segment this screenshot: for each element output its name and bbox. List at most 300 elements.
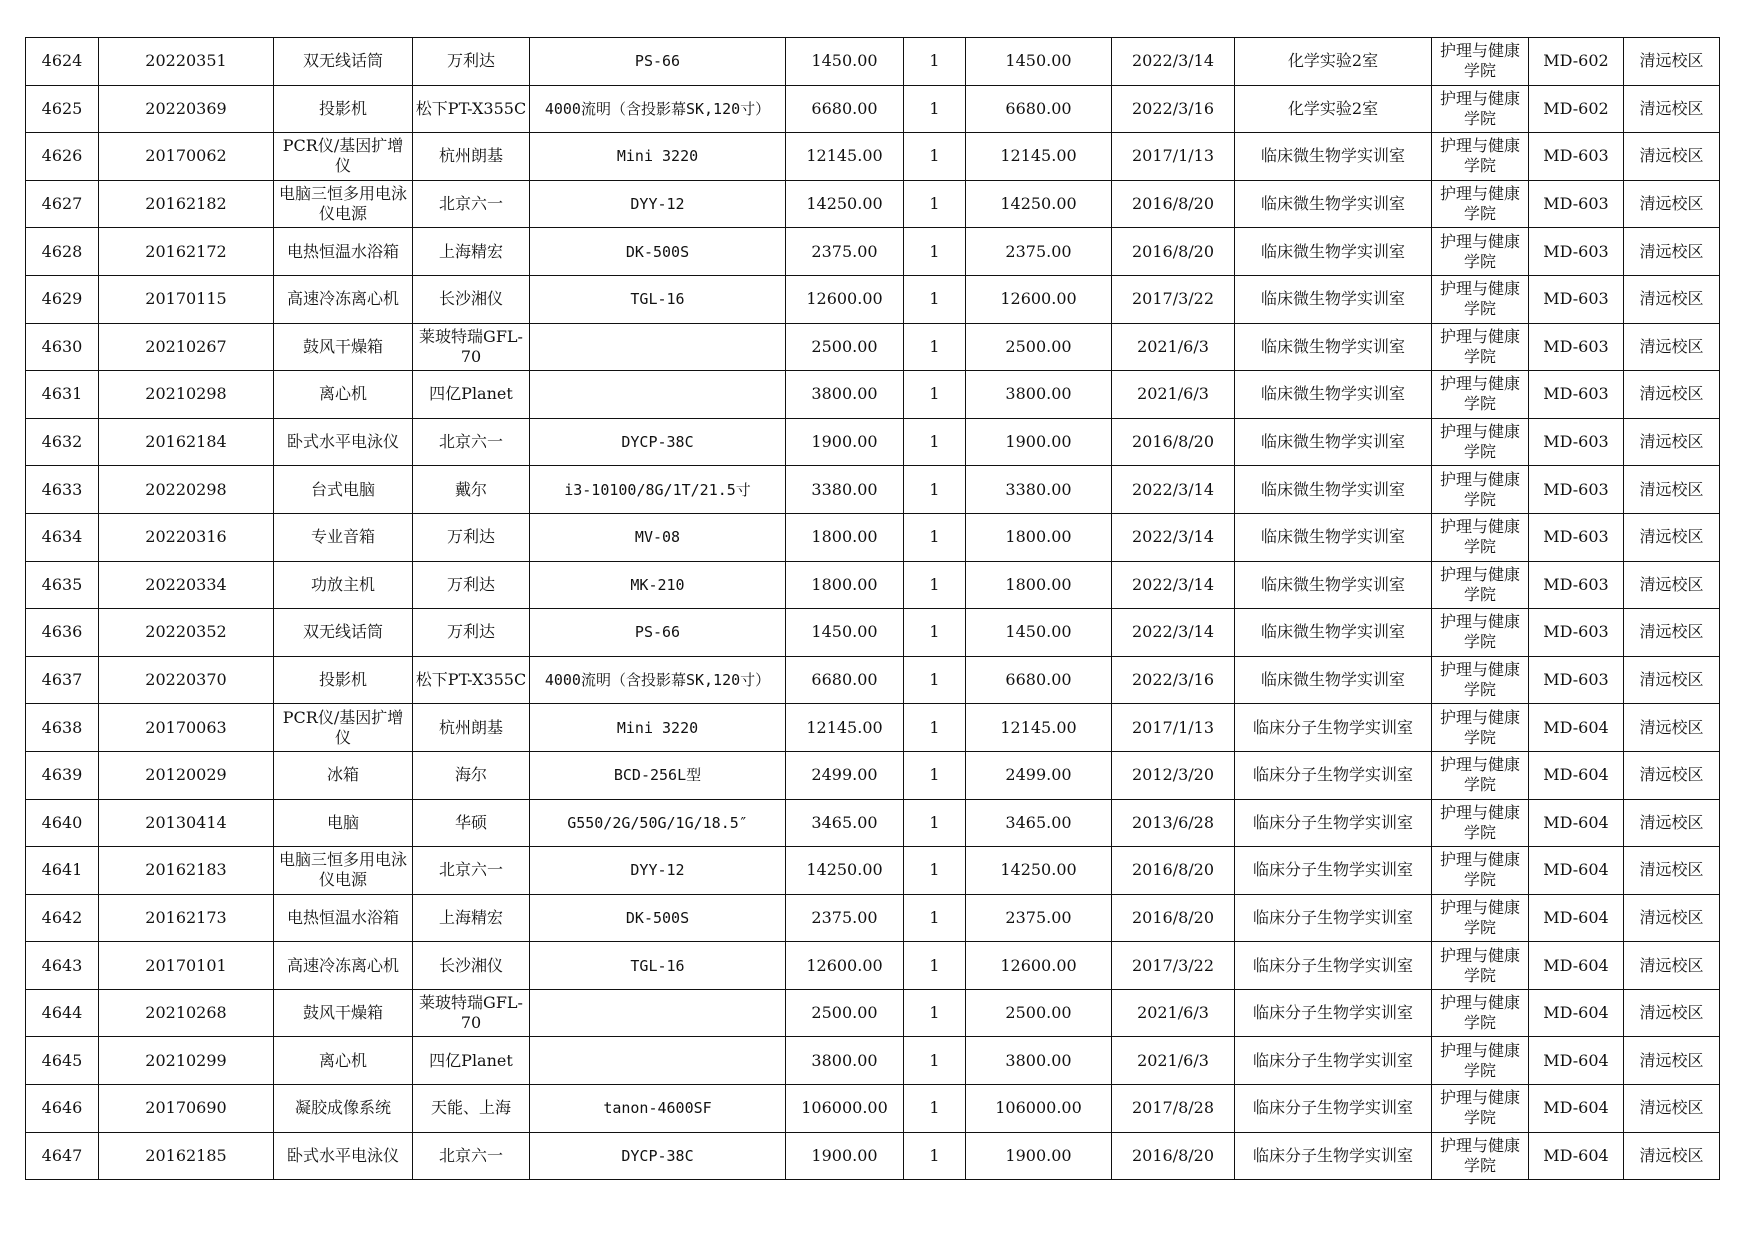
campus-cell: 清远校区 <box>1624 751 1720 799</box>
equipment-name-cell: 卧式水平电泳仪 <box>274 1132 413 1180</box>
brand-cell: 戴尔 <box>413 466 530 514</box>
unit-price-cell: 3800.00 <box>786 371 904 419</box>
room-cell: 临床微生物学实训室 <box>1235 133 1432 181</box>
row-number-cell: 4632 <box>26 418 99 466</box>
row-number-cell: 4625 <box>26 85 99 133</box>
room-cell: 临床微生物学实训室 <box>1235 228 1432 276</box>
equipment-name-cell: 高速冷冻离心机 <box>274 942 413 990</box>
campus-cell: 清远校区 <box>1624 38 1720 86</box>
purchase-date-cell: 2021/6/3 <box>1112 989 1235 1037</box>
campus-cell: 清远校区 <box>1624 1037 1720 1085</box>
model-spec-cell: 4000流明（含投影幕SK,120寸） <box>530 656 786 704</box>
campus-cell: 清远校区 <box>1624 989 1720 1037</box>
campus-cell: 清远校区 <box>1624 228 1720 276</box>
total-price-cell: 6680.00 <box>966 656 1112 704</box>
purchase-date-cell: 2016/8/20 <box>1112 1132 1235 1180</box>
model-spec-cell: MV-08 <box>530 513 786 561</box>
total-price-cell: 3800.00 <box>966 371 1112 419</box>
brand-cell: 万利达 <box>413 609 530 657</box>
department-cell: 护理与健康学院 <box>1432 1132 1529 1180</box>
department-cell: 护理与健康学院 <box>1432 704 1529 752</box>
brand-cell: 万利达 <box>413 561 530 609</box>
room-cell: 临床分子生物学实训室 <box>1235 989 1432 1037</box>
row-number-cell: 4646 <box>26 1085 99 1133</box>
room-code-cell: MD-603 <box>1529 466 1624 514</box>
campus-cell: 清远校区 <box>1624 371 1720 419</box>
model-spec-cell: G550/2G/50G/1G/18.5″ <box>530 799 786 847</box>
total-price-cell: 12600.00 <box>966 942 1112 990</box>
row-number-cell: 4642 <box>26 894 99 942</box>
campus-cell: 清远校区 <box>1624 656 1720 704</box>
model-spec-cell: DYCP-38C <box>530 418 786 466</box>
room-code-cell: MD-603 <box>1529 133 1624 181</box>
asset-id-cell: 20162182 <box>99 180 274 228</box>
quantity-cell: 1 <box>904 656 966 704</box>
total-price-cell: 12600.00 <box>966 275 1112 323</box>
purchase-date-cell: 2022/3/14 <box>1112 38 1235 86</box>
unit-price-cell: 2500.00 <box>786 989 904 1037</box>
department-cell: 护理与健康学院 <box>1432 561 1529 609</box>
quantity-cell: 1 <box>904 989 966 1037</box>
row-number-cell: 4634 <box>26 513 99 561</box>
brand-cell: 万利达 <box>413 513 530 561</box>
unit-price-cell: 1450.00 <box>786 38 904 86</box>
department-cell: 护理与健康学院 <box>1432 513 1529 561</box>
department-cell: 护理与健康学院 <box>1432 751 1529 799</box>
equipment-name-cell: 冰箱 <box>274 751 413 799</box>
department-cell: 护理与健康学院 <box>1432 228 1529 276</box>
row-number-cell: 4645 <box>26 1037 99 1085</box>
room-code-cell: MD-604 <box>1529 704 1624 752</box>
equipment-name-cell: 台式电脑 <box>274 466 413 514</box>
brand-cell: 北京六一 <box>413 180 530 228</box>
asset-id-cell: 20120029 <box>99 751 274 799</box>
asset-id-cell: 20220351 <box>99 38 274 86</box>
brand-cell: 杭州朗基 <box>413 704 530 752</box>
department-cell: 护理与健康学院 <box>1432 38 1529 86</box>
unit-price-cell: 106000.00 <box>786 1085 904 1133</box>
unit-price-cell: 14250.00 <box>786 847 904 895</box>
department-cell: 护理与健康学院 <box>1432 133 1529 181</box>
campus-cell: 清远校区 <box>1624 894 1720 942</box>
unit-price-cell: 2500.00 <box>786 323 904 371</box>
equipment-name-cell: 电热恒温水浴箱 <box>274 228 413 276</box>
purchase-date-cell: 2022/3/16 <box>1112 85 1235 133</box>
room-cell: 临床分子生物学实训室 <box>1235 704 1432 752</box>
asset-id-cell: 20220352 <box>99 609 274 657</box>
quantity-cell: 1 <box>904 275 966 323</box>
model-spec-cell: DYY-12 <box>530 180 786 228</box>
room-cell: 临床微生物学实训室 <box>1235 513 1432 561</box>
brand-cell: 四亿Planet <box>413 1037 530 1085</box>
row-number-cell: 4630 <box>26 323 99 371</box>
room-code-cell: MD-604 <box>1529 847 1624 895</box>
campus-cell: 清远校区 <box>1624 1085 1720 1133</box>
brand-cell: 长沙湘仪 <box>413 275 530 323</box>
total-price-cell: 3380.00 <box>966 466 1112 514</box>
unit-price-cell: 12600.00 <box>786 275 904 323</box>
room-code-cell: MD-603 <box>1529 275 1624 323</box>
campus-cell: 清远校区 <box>1624 418 1720 466</box>
table-row <box>26 609 1720 657</box>
model-spec-cell: TGL-16 <box>530 942 786 990</box>
room-cell: 化学实验2室 <box>1235 85 1432 133</box>
unit-price-cell: 1450.00 <box>786 609 904 657</box>
total-price-cell: 1900.00 <box>966 1132 1112 1180</box>
unit-price-cell: 1900.00 <box>786 1132 904 1180</box>
table-row <box>26 847 1720 895</box>
total-price-cell: 1450.00 <box>966 38 1112 86</box>
unit-price-cell: 1800.00 <box>786 561 904 609</box>
unit-price-cell: 2375.00 <box>786 228 904 276</box>
model-spec-cell: DK-500S <box>530 228 786 276</box>
quantity-cell: 1 <box>904 942 966 990</box>
asset-id-cell: 20162172 <box>99 228 274 276</box>
total-price-cell: 2499.00 <box>966 751 1112 799</box>
equipment-name-cell: 电热恒温水浴箱 <box>274 894 413 942</box>
table-row <box>26 1037 1720 1085</box>
asset-id-cell: 20210299 <box>99 1037 274 1085</box>
table-row <box>26 989 1720 1037</box>
table-row <box>26 942 1720 990</box>
asset-id-cell: 20162183 <box>99 847 274 895</box>
table-row <box>26 228 1720 276</box>
room-code-cell: MD-603 <box>1529 418 1624 466</box>
quantity-cell: 1 <box>904 1132 966 1180</box>
department-cell: 护理与健康学院 <box>1432 275 1529 323</box>
campus-cell: 清远校区 <box>1624 704 1720 752</box>
campus-cell: 清远校区 <box>1624 180 1720 228</box>
room-code-cell: MD-604 <box>1529 1085 1624 1133</box>
quantity-cell: 1 <box>904 85 966 133</box>
room-code-cell: MD-604 <box>1529 894 1624 942</box>
room-code-cell: MD-603 <box>1529 609 1624 657</box>
room-cell: 临床微生物学实训室 <box>1235 656 1432 704</box>
campus-cell: 清远校区 <box>1624 275 1720 323</box>
room-code-cell: MD-604 <box>1529 751 1624 799</box>
row-number-cell: 4629 <box>26 275 99 323</box>
model-spec-cell <box>530 1037 786 1085</box>
quantity-cell: 1 <box>904 466 966 514</box>
equipment-name-cell: PCR仪/基因扩增仪 <box>274 704 413 752</box>
asset-id-cell: 20220316 <box>99 513 274 561</box>
room-code-cell: MD-604 <box>1529 942 1624 990</box>
department-cell: 护理与健康学院 <box>1432 85 1529 133</box>
row-number-cell: 4633 <box>26 466 99 514</box>
equipment-name-cell: 鼓风干燥箱 <box>274 989 413 1037</box>
purchase-date-cell: 2017/1/13 <box>1112 704 1235 752</box>
room-cell: 临床分子生物学实训室 <box>1235 1132 1432 1180</box>
room-cell: 临床微生物学实训室 <box>1235 180 1432 228</box>
campus-cell: 清远校区 <box>1624 466 1720 514</box>
model-spec-cell: Mini 3220 <box>530 704 786 752</box>
campus-cell: 清远校区 <box>1624 609 1720 657</box>
unit-price-cell: 6680.00 <box>786 656 904 704</box>
asset-id-cell: 20162173 <box>99 894 274 942</box>
brand-cell: 天能、上海 <box>413 1085 530 1133</box>
department-cell: 护理与健康学院 <box>1432 323 1529 371</box>
total-price-cell: 6680.00 <box>966 85 1112 133</box>
equipment-name-cell: 投影机 <box>274 656 413 704</box>
unit-price-cell: 3465.00 <box>786 799 904 847</box>
unit-price-cell: 12145.00 <box>786 133 904 181</box>
table-row <box>26 180 1720 228</box>
equipment-name-cell: 高速冷冻离心机 <box>274 275 413 323</box>
brand-cell: 长沙湘仪 <box>413 942 530 990</box>
quantity-cell: 1 <box>904 751 966 799</box>
brand-cell: 北京六一 <box>413 847 530 895</box>
asset-id-cell: 20170063 <box>99 704 274 752</box>
asset-id-cell: 20170690 <box>99 1085 274 1133</box>
total-price-cell: 3465.00 <box>966 799 1112 847</box>
total-price-cell: 12145.00 <box>966 133 1112 181</box>
model-spec-cell: tanon-4600SF <box>530 1085 786 1133</box>
equipment-name-cell: 离心机 <box>274 1037 413 1085</box>
table-row <box>26 85 1720 133</box>
model-spec-cell <box>530 323 786 371</box>
quantity-cell: 1 <box>904 561 966 609</box>
purchase-date-cell: 2022/3/14 <box>1112 513 1235 561</box>
department-cell: 护理与健康学院 <box>1432 894 1529 942</box>
room-cell: 临床微生物学实训室 <box>1235 418 1432 466</box>
table-row <box>26 561 1720 609</box>
brand-cell: 四亿Planet <box>413 371 530 419</box>
quantity-cell: 1 <box>904 133 966 181</box>
room-code-cell: MD-603 <box>1529 656 1624 704</box>
asset-id-cell: 20220370 <box>99 656 274 704</box>
row-number-cell: 4628 <box>26 228 99 276</box>
department-cell: 护理与健康学院 <box>1432 989 1529 1037</box>
purchase-date-cell: 2017/3/22 <box>1112 275 1235 323</box>
brand-cell: 北京六一 <box>413 1132 530 1180</box>
equipment-name-cell: 离心机 <box>274 371 413 419</box>
purchase-date-cell: 2022/3/14 <box>1112 561 1235 609</box>
room-cell: 临床微生物学实训室 <box>1235 371 1432 419</box>
asset-id-cell: 20170101 <box>99 942 274 990</box>
room-cell: 临床分子生物学实训室 <box>1235 799 1432 847</box>
purchase-date-cell: 2016/8/20 <box>1112 228 1235 276</box>
model-spec-cell <box>530 371 786 419</box>
room-cell: 临床微生物学实训室 <box>1235 561 1432 609</box>
row-number-cell: 4638 <box>26 704 99 752</box>
total-price-cell: 2375.00 <box>966 894 1112 942</box>
row-number-cell: 4647 <box>26 1132 99 1180</box>
model-spec-cell: PS-66 <box>530 38 786 86</box>
quantity-cell: 1 <box>904 371 966 419</box>
department-cell: 护理与健康学院 <box>1432 371 1529 419</box>
model-spec-cell: i3-10100/8G/1T/21.5寸 <box>530 466 786 514</box>
brand-cell: 莱玻特瑞GFL-70 <box>413 989 530 1037</box>
table-row <box>26 704 1720 752</box>
equipment-name-cell: 双无线话筒 <box>274 38 413 86</box>
room-code-cell: MD-604 <box>1529 989 1624 1037</box>
asset-table <box>25 37 1720 1180</box>
purchase-date-cell: 2022/3/14 <box>1112 466 1235 514</box>
purchase-date-cell: 2022/3/14 <box>1112 609 1235 657</box>
table-row <box>26 418 1720 466</box>
total-price-cell: 3800.00 <box>966 1037 1112 1085</box>
department-cell: 护理与健康学院 <box>1432 1085 1529 1133</box>
row-number-cell: 4627 <box>26 180 99 228</box>
asset-id-cell: 20220334 <box>99 561 274 609</box>
department-cell: 护理与健康学院 <box>1432 180 1529 228</box>
campus-cell: 清远校区 <box>1624 1132 1720 1180</box>
department-cell: 护理与健康学院 <box>1432 609 1529 657</box>
unit-price-cell: 12600.00 <box>786 942 904 990</box>
row-number-cell: 4626 <box>26 133 99 181</box>
table-row <box>26 656 1720 704</box>
row-number-cell: 4635 <box>26 561 99 609</box>
table-row <box>26 513 1720 561</box>
room-code-cell: MD-602 <box>1529 38 1624 86</box>
equipment-name-cell: 双无线话筒 <box>274 609 413 657</box>
table-row <box>26 799 1720 847</box>
model-spec-cell: BCD-256L型 <box>530 751 786 799</box>
room-cell: 临床分子生物学实训室 <box>1235 894 1432 942</box>
room-cell: 临床微生物学实训室 <box>1235 466 1432 514</box>
purchase-date-cell: 2017/1/13 <box>1112 133 1235 181</box>
asset-id-cell: 20210268 <box>99 989 274 1037</box>
asset-id-cell: 20162184 <box>99 418 274 466</box>
brand-cell: 海尔 <box>413 751 530 799</box>
brand-cell: 华硕 <box>413 799 530 847</box>
quantity-cell: 1 <box>904 38 966 86</box>
model-spec-cell <box>530 989 786 1037</box>
equipment-name-cell: 电脑三恒多用电泳仪电源 <box>274 180 413 228</box>
model-spec-cell: 4000流明（含投影幕SK,120寸） <box>530 85 786 133</box>
room-code-cell: MD-603 <box>1529 371 1624 419</box>
unit-price-cell: 2375.00 <box>786 894 904 942</box>
quantity-cell: 1 <box>904 894 966 942</box>
unit-price-cell: 2499.00 <box>786 751 904 799</box>
asset-id-cell: 20210267 <box>99 323 274 371</box>
quantity-cell: 1 <box>904 323 966 371</box>
asset-id-cell: 20162185 <box>99 1132 274 1180</box>
model-spec-cell: Mini 3220 <box>530 133 786 181</box>
campus-cell: 清远校区 <box>1624 85 1720 133</box>
unit-price-cell: 12145.00 <box>786 704 904 752</box>
asset-id-cell: 20170115 <box>99 275 274 323</box>
department-cell: 护理与健康学院 <box>1432 847 1529 895</box>
model-spec-cell: DYCP-38C <box>530 1132 786 1180</box>
unit-price-cell: 6680.00 <box>786 85 904 133</box>
total-price-cell: 2500.00 <box>966 989 1112 1037</box>
row-number-cell: 4637 <box>26 656 99 704</box>
quantity-cell: 1 <box>904 180 966 228</box>
purchase-date-cell: 2016/8/20 <box>1112 847 1235 895</box>
table-row <box>26 371 1720 419</box>
asset-id-cell: 20220298 <box>99 466 274 514</box>
asset-id-cell: 20130414 <box>99 799 274 847</box>
asset-id-cell: 20220369 <box>99 85 274 133</box>
table-row <box>26 323 1720 371</box>
room-code-cell: MD-603 <box>1529 180 1624 228</box>
asset-id-cell: 20170062 <box>99 133 274 181</box>
equipment-name-cell: 电脑三恒多用电泳仪电源 <box>274 847 413 895</box>
department-cell: 护理与健康学院 <box>1432 656 1529 704</box>
room-cell: 临床微生物学实训室 <box>1235 609 1432 657</box>
campus-cell: 清远校区 <box>1624 799 1720 847</box>
unit-price-cell: 1800.00 <box>786 513 904 561</box>
unit-price-cell: 3380.00 <box>786 466 904 514</box>
campus-cell: 清远校区 <box>1624 323 1720 371</box>
table-row <box>26 466 1720 514</box>
asset-table-body <box>26 38 1720 1180</box>
department-cell: 护理与健康学院 <box>1432 1037 1529 1085</box>
brand-cell: 上海精宏 <box>413 894 530 942</box>
row-number-cell: 4643 <box>26 942 99 990</box>
purchase-date-cell: 2017/8/28 <box>1112 1085 1235 1133</box>
model-spec-cell: DYY-12 <box>530 847 786 895</box>
room-code-cell: MD-603 <box>1529 561 1624 609</box>
quantity-cell: 1 <box>904 609 966 657</box>
room-code-cell: MD-602 <box>1529 85 1624 133</box>
row-number-cell: 4639 <box>26 751 99 799</box>
room-code-cell: MD-603 <box>1529 513 1624 561</box>
brand-cell: 莱玻特瑞GFL-70 <box>413 323 530 371</box>
campus-cell: 清远校区 <box>1624 942 1720 990</box>
unit-price-cell: 3800.00 <box>786 1037 904 1085</box>
purchase-date-cell: 2021/6/3 <box>1112 371 1235 419</box>
brand-cell: 上海精宏 <box>413 228 530 276</box>
model-spec-cell: MK-210 <box>530 561 786 609</box>
table-row <box>26 133 1720 181</box>
total-price-cell: 1800.00 <box>966 561 1112 609</box>
department-cell: 护理与健康学院 <box>1432 942 1529 990</box>
total-price-cell: 106000.00 <box>966 1085 1112 1133</box>
room-cell: 临床微生物学实训室 <box>1235 323 1432 371</box>
room-cell: 化学实验2室 <box>1235 38 1432 86</box>
row-number-cell: 4631 <box>26 371 99 419</box>
room-code-cell: MD-603 <box>1529 323 1624 371</box>
campus-cell: 清远校区 <box>1624 133 1720 181</box>
brand-cell: 松下PT-X355C <box>413 85 530 133</box>
unit-price-cell: 14250.00 <box>786 180 904 228</box>
equipment-name-cell: 凝胶成像系统 <box>274 1085 413 1133</box>
table-row <box>26 894 1720 942</box>
brand-cell: 万利达 <box>413 38 530 86</box>
brand-cell: 杭州朗基 <box>413 133 530 181</box>
table-row <box>26 751 1720 799</box>
brand-cell: 北京六一 <box>413 418 530 466</box>
room-code-cell: MD-604 <box>1529 1037 1624 1085</box>
purchase-date-cell: 2016/8/20 <box>1112 894 1235 942</box>
table-row <box>26 1085 1720 1133</box>
equipment-name-cell: 鼓风干燥箱 <box>274 323 413 371</box>
department-cell: 护理与健康学院 <box>1432 418 1529 466</box>
total-price-cell: 1800.00 <box>966 513 1112 561</box>
model-spec-cell: PS-66 <box>530 609 786 657</box>
quantity-cell: 1 <box>904 418 966 466</box>
campus-cell: 清远校区 <box>1624 847 1720 895</box>
department-cell: 护理与健康学院 <box>1432 466 1529 514</box>
quantity-cell: 1 <box>904 513 966 561</box>
table-row <box>26 38 1720 86</box>
equipment-name-cell: PCR仪/基因扩增仪 <box>274 133 413 181</box>
unit-price-cell: 1900.00 <box>786 418 904 466</box>
table-row <box>26 275 1720 323</box>
campus-cell: 清远校区 <box>1624 561 1720 609</box>
quantity-cell: 1 <box>904 1085 966 1133</box>
equipment-name-cell: 专业音箱 <box>274 513 413 561</box>
equipment-name-cell: 电脑 <box>274 799 413 847</box>
room-cell: 临床分子生物学实训室 <box>1235 1037 1432 1085</box>
model-spec-cell: TGL-16 <box>530 275 786 323</box>
asset-id-cell: 20210298 <box>99 371 274 419</box>
brand-cell: 松下PT-X355C <box>413 656 530 704</box>
campus-cell: 清远校区 <box>1624 513 1720 561</box>
purchase-date-cell: 2022/3/16 <box>1112 656 1235 704</box>
